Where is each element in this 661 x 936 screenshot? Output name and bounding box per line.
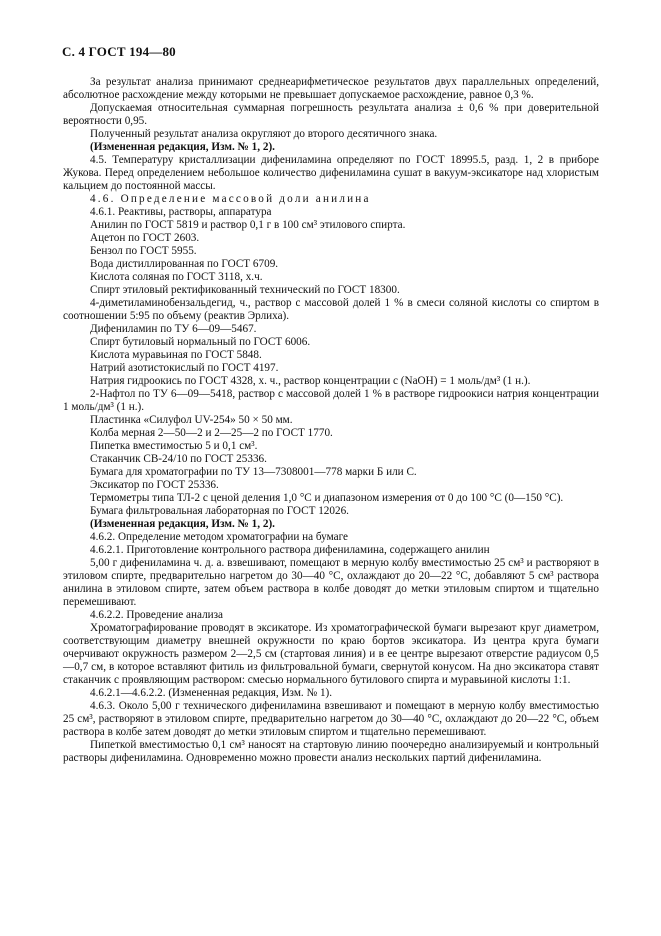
- paragraph: Пипетка вместимостью 5 и 0,1 см³.: [90, 440, 258, 452]
- paragraph: Колба мерная 2—50—2 и 2—25—2 по ГОСТ 1770.: [90, 427, 333, 439]
- paragraph: Стаканчик СВ-24/10 по ГОСТ 25336.: [90, 453, 267, 465]
- paragraph: 4.6. Определение массовой доли анилина: [90, 193, 371, 205]
- paragraph: Кислота соляная по ГОСТ 3118, х.ч.: [90, 271, 263, 283]
- paragraph: Эксикатор по ГОСТ 25336.: [90, 479, 219, 491]
- paragraph: 4.5. Температуру кристаллизации дифениламина определяют по ГОСТ 18995.5, разд. 1, 2 в приборе Жукова. Перед определением небольшое количество дифениламина сушат в вакуум-эксикаторе над хлористым кальцием до постоянной массы.: [63, 154, 599, 192]
- paragraph: Натрия гидроокись по ГОСТ 4328, х. ч., раствор концентрации c (NaOH) = 1 моль/дм³ (1 н.).: [90, 375, 531, 387]
- paragraph: 4-диметиламинобензальдегид, ч., раствор с массовой долей 1 % в смеси соляной кислоты со спиртом в соотношении 5:95 по объему (реактив Эрлиха).: [63, 297, 599, 322]
- paragraph: Пипеткой вместимостью 0,1 см³ наносят на стартовую линию поочередно анализируемый и контрольный растворы дифениламина. Одновременно можно провести анализ нескольких партий дифениламина.: [63, 739, 599, 764]
- paragraph: Анилин по ГОСТ 5819 и раствор 0,1 г в 100 см³ этилового спирта.: [90, 219, 406, 231]
- page-header: С. 4 ГОСТ 194—80: [62, 44, 176, 59]
- paragraph: Ацетон по ГОСТ 2603.: [90, 232, 200, 244]
- paragraph: Пластинка «Силуфол UV-254» 50 × 50 мм.: [90, 414, 293, 426]
- paragraph: 4.6.2.1. Приготовление контрольного раствора дифениламина, содержащего анилин: [90, 544, 490, 556]
- paragraph: Бумага для хроматографии по ТУ 13—7308001—778 марки Б или С.: [90, 466, 417, 478]
- paragraph: 4.6.2. Определение методом хроматографии на бумаге: [90, 531, 348, 543]
- paragraph: 2-Нафтол по ТУ 6—09—5418, раствор с массовой долей 1 % в растворе гидроокиси натрия концентрации 1 моль/дм³ (1 н.).: [63, 388, 599, 413]
- paragraph: 4.6.2.2. Проведение анализа: [90, 609, 224, 621]
- paragraph: Спирт этиловый ректификованный технический по ГОСТ 18300.: [90, 284, 400, 296]
- paragraph: Термометры типа ТЛ-2 с ценой деления 1,0 °С и диапазоном измерения от 0 до 100 °С (0—150 °С).: [90, 492, 564, 504]
- paragraph: 4.6.3. Около 5,00 г технического дифениламина взвешивают и помещают в мерную колбу вместимостью 25 см³, растворяют в этиловом спирте, предварительно нагретом до 30—40 °С, охлаждают до 20—22 °С, объем раствора в колбе затем доводят до метки этиловым спиртом и тщательно перемешивают.: [63, 700, 599, 738]
- paragraph: Вода дистиллированная по ГОСТ 6709.: [90, 258, 279, 270]
- paragraph: Хроматографирование проводят в эксикаторе. Из хроматографической бумаги вырезают круг диаметром, соответствующим диаметру внешней окружности по краю бортов эксикатора. Из центра круга бумаги очерчивают окружность размером 2—2,5 см (стартовая линия) и в ее центре вырезают отверстие радиусом 0,5—0,7 см, в которое вставляют фитиль из фильтровальной бумаги, свернутой конусом. На дно эксикатора ставят стаканчик с проявляющим раствором: смесью нормального бутилового спирта и муравьиной кислоты 1:1.: [63, 622, 599, 686]
- paragraph: Бумага фильтровальная лабораторная по ГОСТ 12026.: [90, 505, 349, 517]
- paragraph: 4.6.1. Реактивы, растворы, аппаратура: [90, 206, 272, 218]
- paragraph: Дифениламин по ТУ 6—09—5467.: [90, 323, 257, 335]
- paragraph: Спирт бутиловый нормальный по ГОСТ 6006.: [90, 336, 311, 348]
- paragraph: За результат анализа принимают среднеарифметическое результатов двух параллельных определений, абсолютное расхождение между которыми не превышает допускаемое расхождение, равное 0,3 %.: [63, 76, 599, 101]
- paragraph: (Измененная редакция, Изм. № 1, 2).: [90, 518, 275, 530]
- paragraph: Кислота муравьиная по ГОСТ 5848.: [90, 349, 262, 361]
- paragraph: Бензол по ГОСТ 5955.: [90, 245, 197, 257]
- paragraph: 5,00 г дифениламина ч. д. а. взвешивают, помещают в мерную колбу вместимостью 25 см³ и растворяют в этиловом спирте, предварительно нагретом до 30—40 °С, охлаждают до 20—22 °С, добавляют 5 см³ раствора анилина в этиловом спирте, затем объем раствора в колбе доводят до метки этиловым спиртом и тщательно перемешивают.: [63, 557, 599, 608]
- paragraph: 4.6.2.1—4.6.2.2. (Измененная редакция, Изм. № 1).: [90, 687, 333, 699]
- paragraph: (Измененная редакция, Изм. № 1, 2).: [90, 141, 275, 153]
- paragraph: Натрий азотистокислый по ГОСТ 4197.: [90, 362, 279, 374]
- document-body: [63, 76, 599, 765]
- paragraph: Допускаемая относительная суммарная погрешность результата анализа ± 0,6 % при доверительной вероятности 0,95.: [63, 102, 599, 127]
- paragraph: Полученный результат анализа округляют до второго десятичного знака.: [90, 128, 438, 140]
